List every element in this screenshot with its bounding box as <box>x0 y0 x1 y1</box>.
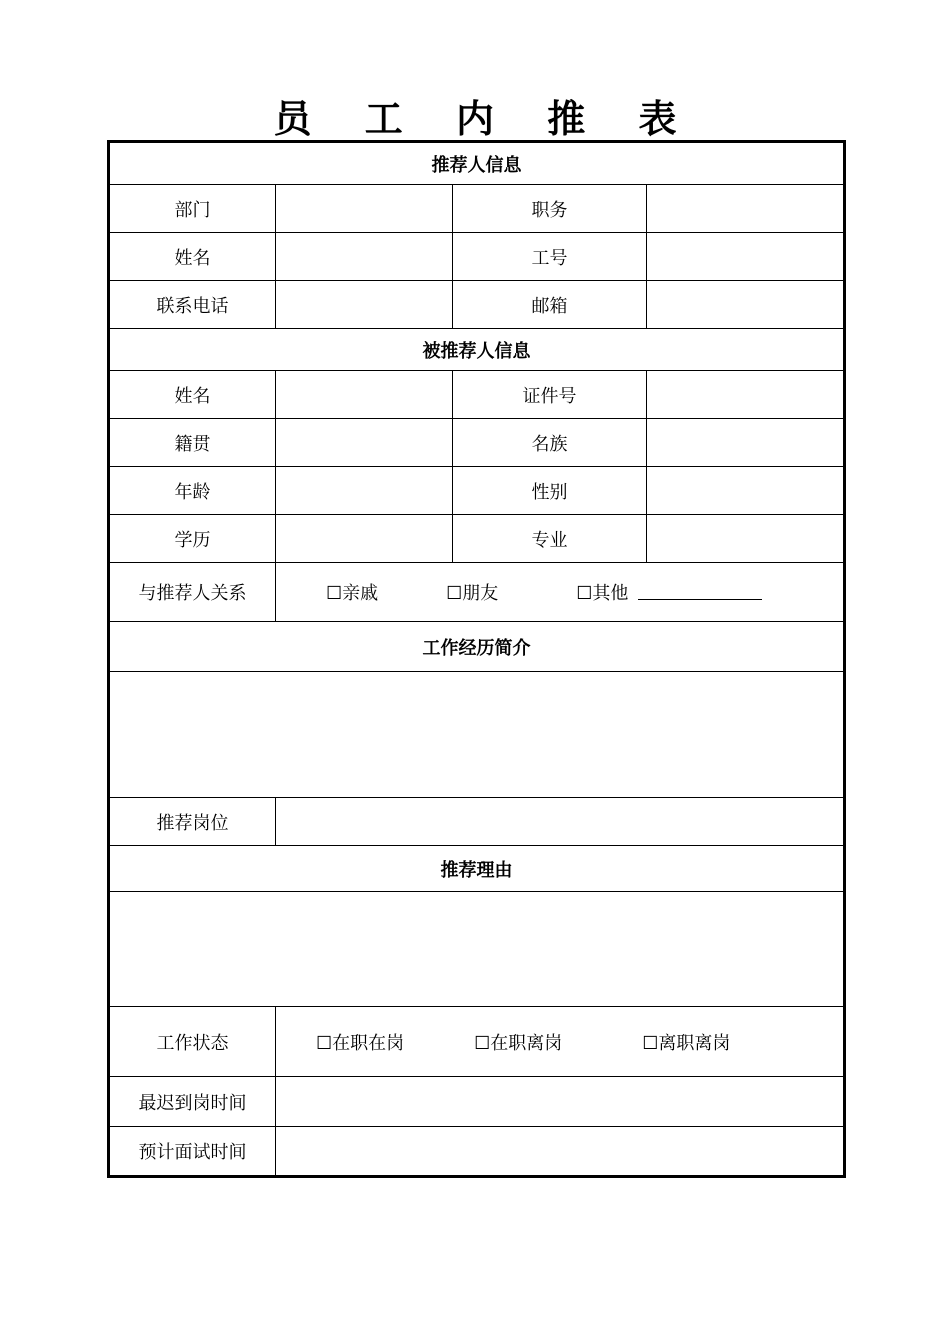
label-latest-start: 最迟到岗时间 <box>109 1077 276 1127</box>
section-work-experience: 工作经历简介 <box>109 622 845 672</box>
label-work-status: 工作状态 <box>109 1007 276 1077</box>
label-phone: 联系电话 <box>109 281 276 329</box>
checkbox-resigned[interactable]: ☐离职离岗 <box>642 1032 731 1054</box>
label-relation: 与推荐人关系 <box>109 563 276 622</box>
referral-form <box>107 140 846 1178</box>
label-dept: 部门 <box>109 185 276 233</box>
relation-options <box>276 563 845 622</box>
label-hometown: 籍贯 <box>109 419 276 467</box>
label-education: 学历 <box>109 515 276 563</box>
label-recommend-position: 推荐岗位 <box>109 798 276 846</box>
field-referee-education[interactable] <box>276 515 453 563</box>
other-relation-blank[interactable] <box>638 585 762 600</box>
checkbox-employed-on-duty[interactable]: ☐在职在岗 <box>316 1032 405 1054</box>
label-referrer-name: 姓名 <box>109 233 276 281</box>
field-referee-gender[interactable] <box>647 467 845 515</box>
field-referrer-email[interactable] <box>647 281 845 329</box>
label-referee-name: 姓名 <box>109 371 276 419</box>
checkbox-friend[interactable]: ☐朋友 <box>446 583 499 604</box>
label-staff-no: 工号 <box>453 233 647 281</box>
field-latest-start[interactable] <box>276 1077 845 1127</box>
field-referee-major[interactable] <box>647 515 845 563</box>
field-work-experience[interactable] <box>109 672 845 798</box>
field-referee-name[interactable] <box>276 371 453 419</box>
label-position: 职务 <box>453 185 647 233</box>
field-referrer-phone[interactable] <box>276 281 453 329</box>
field-interview-time[interactable] <box>276 1127 845 1177</box>
label-major: 专业 <box>453 515 647 563</box>
work-status-options <box>276 1007 845 1077</box>
field-referrer-position[interactable] <box>647 185 845 233</box>
section-recommend-reason: 推荐理由 <box>109 846 845 892</box>
field-referee-age[interactable] <box>276 467 453 515</box>
checkbox-other[interactable]: ☐其他 <box>576 583 629 604</box>
field-referrer-staff-no[interactable] <box>647 233 845 281</box>
field-referee-id-no[interactable] <box>647 371 845 419</box>
label-age: 年龄 <box>109 467 276 515</box>
field-referee-ethnicity[interactable] <box>647 419 845 467</box>
checkbox-employed-off-duty[interactable]: ☐在职离岗 <box>474 1032 563 1054</box>
checkbox-relative[interactable]: ☐亲戚 <box>326 583 379 604</box>
label-ethnicity: 名族 <box>453 419 647 467</box>
page-title: 员 工 内 推 表 <box>273 96 697 141</box>
field-referee-hometown[interactable] <box>276 419 453 467</box>
section-referee-info: 被推荐人信息 <box>109 329 845 371</box>
field-recommend-reason[interactable] <box>109 892 845 1007</box>
label-id-no: 证件号 <box>453 371 647 419</box>
field-referrer-dept[interactable] <box>276 185 453 233</box>
field-recommend-position[interactable] <box>276 798 845 846</box>
label-gender: 性别 <box>453 467 647 515</box>
label-email: 邮箱 <box>453 281 647 329</box>
field-referrer-name[interactable] <box>276 233 453 281</box>
label-interview-time: 预计面试时间 <box>109 1127 276 1177</box>
section-referrer-info: 推荐人信息 <box>109 142 845 185</box>
